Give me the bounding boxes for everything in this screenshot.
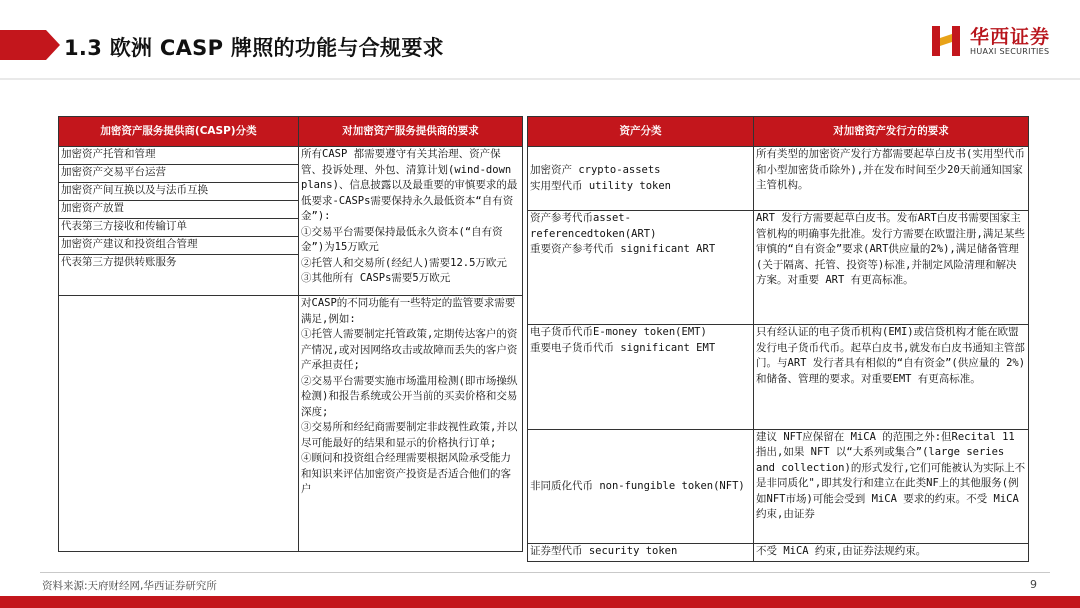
issuer-requirement-cell: 不受 MiCA 约束,由证券法规约束。 [754,543,1029,561]
logo-english-name: HUAXI SECURITIES [970,47,1050,56]
issuer-requirements-table [527,116,1029,562]
casp-category-cell: 加密资产放置 [59,201,299,219]
huaxi-logo-icon [930,24,962,58]
page-number: 9 [1030,578,1037,591]
casp-category-header: 加密资产服务提供商(CASP)分类 [59,117,299,147]
casp-specific-requirements [299,296,523,552]
asset-class-cell [528,211,754,325]
source-note: 资料来源:天府财经网,华西证券研究所 [42,580,217,592]
asset-class-cell: 证券型代币 security token [528,543,754,561]
issuer-requirement-cell: 只有经认证的电子货币机构(EMI)或信贷机构才能在欧盟发行电子货币代币。起草白皮书,就发布白皮书通知主管部门。与ART 发行者具有相似的“自有资金”(供应量的 2%)和储备、管理的要求。对重要EMT 有更高标准。 [754,325,1029,429]
asset-class-text: 资产参考代币asset-referencedtoken(ART) 重要资产参考代币 significant ART [530,212,716,256]
issuer-requirement-header: 对加密资产发行方的要求 [754,117,1029,147]
logo-chinese-name: 华西证券 [970,26,1051,48]
casp-category-cell: 代表第三方提供转账服务 [59,255,299,296]
issuer-requirement-cell: 建议 NFT应保留在 MiCA 的范围之外:但Recital 11 指出,如果 NFT 以“大系列或集合”(large series and collection)的形式发行,它们可能被认为实际上不是非同质化",即其发行和建立在此类NF上的其他服务(例如NFT市场)可能会受到 MiCA 要求的约束。不受 MiCA 约束,由证券 [754,429,1029,543]
casp-category-empty-cell [59,296,299,552]
casp-requirement-header: 对加密资产服务提供商的要求 [299,117,523,147]
company-logo [930,21,1060,61]
casp-category-cell: 加密资产间互换以及与法币互换 [59,183,299,201]
requirements-text: 对CASP的不同功能有一些特定的监管要求需要满足,例如: ①托管人需要制定托管政策,定期传达客户的资产情况,或对因网络攻击或故障而丢失的客户资产承担责任; ②交易平台需要实施市场滥用检测(即市场操纵检测)和报告系统或公开当前的买卖价格和交易深度; ③交易所和经纪商需要制定非歧视性政策,并以尽可能最好的结果和显示的价格执行订单; ④顾问和投资组合经理需要根据风险承受能力和知识来评估加密资产投资是否适合他们的客户 [301,297,518,496]
asset-class-text: 电子货币代币E-money token(EMT) 重要电子货币代币 significant EMT [530,326,716,354]
issuer-requirement-cell: ART 发行方需要起草白皮书。发布ART白皮书需要国家主管机构的明确事先批准。发行方需要在欧盟注册,满足某些审慎的“自有资金”要求(ART供应量的2%),满足储备管理(关于隔离、托管、投资等)标准,并制定风险清理和解决方案。对重要 ART 有更高标准。 [754,211,1029,325]
requirements-text: 所有CASP 都需要遵守有关其治理、资产保管、投诉处理、外包、清算计划(wind-down plans)、信息披露以及最重要的审慎要求的最低要求-CASPs需要保持永久最低资本“自有资金”): ①交易平台需要保持最低永久资本(“自有资金”)为15万欧元 ②托管人和交易所(经纪人)需要12.5万欧元 ③其他所有 CASPs需要5万欧元 [301,148,518,284]
asset-class-cell: 非同质化代币 non-fungible token(NFT) [528,429,754,543]
casp-category-cell: 代表第三方接收和传输订单 [59,219,299,237]
header-divider [0,78,1080,80]
asset-class-text: 加密资产 crypto-assets 实用型代币 utility token [530,164,672,192]
asset-class-cell [528,147,754,211]
asset-class-cell [528,325,754,429]
asset-class-header: 资产分类 [528,117,754,147]
casp-general-requirements [299,147,523,296]
casp-category-cell: 加密资产交易平台运营 [59,165,299,183]
casp-category-cell: 加密资产建议和投资组合管理 [59,237,299,255]
footer-divider [40,572,1050,573]
title-accent-bar [0,30,46,60]
issuer-requirement-cell: 所有类型的加密资产发行方都需要起草白皮书(实用型代币和小型加密货币除外),并在发布时间至少20天前通知国家主管机构。 [754,147,1029,211]
casp-requirements-table [58,116,523,552]
page-title: 1.3 欧洲 CASP 牌照的功能与合规要求 [64,36,444,60]
casp-category-cell: 加密资产托管和管理 [59,147,299,165]
footer-band [0,596,1080,608]
